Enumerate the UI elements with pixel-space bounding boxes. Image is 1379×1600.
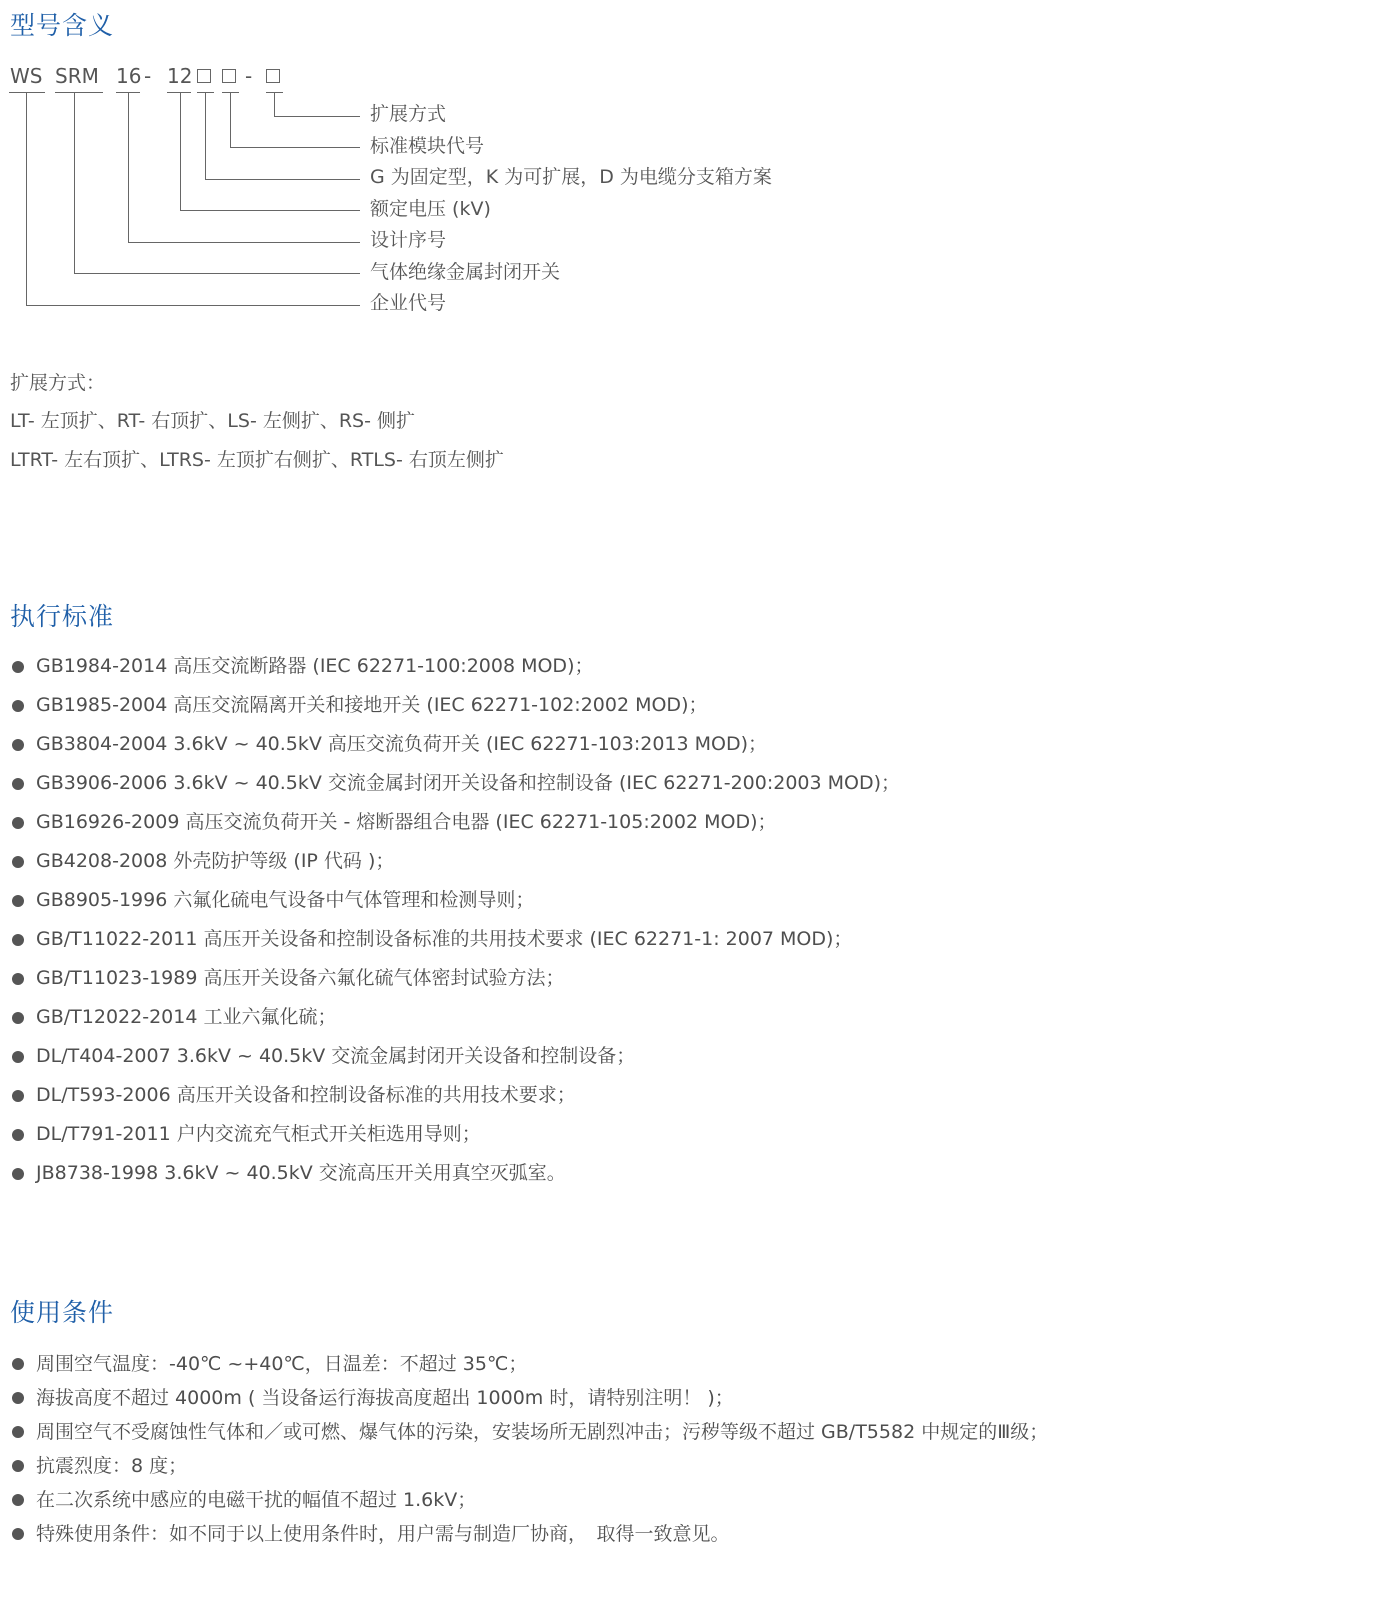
bullet-dot-icon [12,739,24,751]
condition-item [12,1483,1048,1517]
bullet-dot-icon [12,934,24,946]
meaning-label: 设计序号 [370,229,447,251]
meaning-label: 企业代号 [370,292,447,314]
standard-item [12,881,900,920]
condition-item [12,1517,1048,1551]
condition-item-text: 特殊使用条件：如不同于以上使用条件时，用户需与制造厂协商， 取得一致意见。 [36,1523,730,1545]
condition-item-text: 周围空气温度：-40℃ ~+40℃，日温差：不超过 35℃； [36,1353,528,1375]
bullet-dot-icon [12,1426,24,1438]
standard-item-text: JB8738-1998 3.6kV ~ 40.5kV 交流高压开关用真空灭弧室。 [36,1162,566,1184]
standard-item-text: GB16926-2009 高压交流负荷开关 - 熔断器组合电器 (IEC 62271-105:2002 MOD)； [36,811,777,833]
code-segment-srm: SRM [55,64,99,88]
standard-item-text: GB/T12022-2014 工业六氟化硫； [36,1006,337,1028]
bullet-dot-icon [12,1358,24,1370]
standard-item-text: GB8905-1996 六氟化硫电气设备中气体管理和检测导则； [36,889,535,911]
code-underline [9,92,45,93]
standard-item [12,725,900,764]
meaning-label: G 为固定型，K 为可扩展，D 为电缆分支箱方案 [370,166,772,188]
leader-line [180,92,181,210]
conditions-section-title: 使用条件 [10,1298,115,1327]
condition-item-text: 抗震烈度：8 度； [36,1455,188,1477]
expansion-line: LT- 左顶扩、RT- 右顶扩、LS- 左侧扩、RS- 侧扩 [10,410,416,432]
code-placeholder-box [222,69,236,83]
bullet-dot-icon [12,661,24,673]
code-underline [167,92,191,93]
bullet-dot-icon [12,1090,24,1102]
meaning-label: 气体绝缘金属封闭开关 [370,261,561,283]
condition-item-text: 海拔高度不超过 4000m ( 当设备运行海拔高度超出 1000m 时，请特别注明！ )； [36,1387,734,1409]
standard-item-text: GB4208-2008 外壳防护等级 (IP 代码 )； [36,850,395,872]
leader-line [26,305,360,306]
code-dash: - [245,64,253,88]
bullet-dot-icon [12,1460,24,1472]
expansion-label: 扩展方式： [10,372,106,394]
leader-line [74,273,360,274]
standard-item [12,647,900,686]
standard-item [12,686,900,725]
standard-item [12,764,900,803]
standard-item-text: GB1984-2014 高压交流断路器 (IEC 62271-100:2008 MOD)； [36,655,594,677]
standard-item [12,1115,900,1154]
standard-item-text: DL/T404-2007 3.6kV ~ 40.5kV 交流金属封闭开关设备和控制设备； [36,1045,636,1067]
meaning-label: 扩展方式 [370,103,447,125]
standard-item [12,920,900,959]
code-segment-ws: WS [10,64,43,88]
code-dash: - [144,64,152,88]
code-placeholder-box [266,69,280,83]
model-section-title: 型号含义 [10,11,115,40]
bullet-dot-icon [12,1012,24,1024]
standard-item-text: DL/T593-2006 高压开关设备和控制设备标准的共用技术要求； [36,1084,576,1106]
condition-item [12,1415,1048,1449]
standards-section-title: 执行标准 [10,602,115,631]
bullet-dot-icon [12,856,24,868]
standard-item [12,959,900,998]
condition-item [12,1347,1048,1381]
expansion-line: LTRT- 左右顶扩、LTRS- 左顶扩右侧扩、RTLS- 右顶左侧扩 [10,449,504,471]
leader-line [180,210,360,211]
leader-line [74,92,75,273]
meaning-label: 额定电压 (kV) [370,198,491,220]
code-underline [55,92,103,93]
standard-item-text: GB1985-2004 高压交流隔离开关和接地开关 (IEC 62271-102:2002 MOD)； [36,694,708,716]
standards-list [12,647,900,1193]
code-placeholder-box [197,69,211,83]
condition-item-text: 在二次系统中感应的电磁干扰的幅值不超过 1.6kV； [36,1489,477,1511]
bullet-dot-icon [12,973,24,985]
standard-item-text: GB/T11023-1989 高压开关设备六氟化硫气体密封试验方法； [36,967,565,989]
standard-item-text: GB/T11022-2011 高压开关设备和控制设备标准的共用技术要求 (IEC 62271-1: 2007 MOD)； [36,928,853,950]
leader-line [230,92,231,147]
leader-line [274,116,360,117]
bullet-dot-icon [12,1129,24,1141]
standard-item [12,1037,900,1076]
leader-line [274,92,275,116]
standard-item-text: GB3804-2004 3.6kV ~ 40.5kV 高压交流负荷开关 (IEC 62271-103:2013 MOD)； [36,733,768,755]
leader-line [128,242,360,243]
bullet-dot-icon [12,1494,24,1506]
standard-item [12,998,900,1037]
condition-item-text: 周围空气不受腐蚀性气体和／或可燃、爆气体的污染，安装场所无剧烈冲击；污秽等级不超过 GB/T5582 中规定的Ⅲ级； [36,1421,1049,1443]
standard-item [12,842,900,881]
bullet-dot-icon [12,895,24,907]
meaning-label: 标准模块代号 [370,135,485,157]
bullet-dot-icon [12,817,24,829]
standard-item [12,803,900,842]
leader-line [128,92,129,242]
conditions-list [12,1347,1048,1551]
leader-line [205,92,206,179]
standard-item-text: GB3906-2006 3.6kV ~ 40.5kV 交流金属封闭开关设备和控制设备 (IEC 62271-200:2003 MOD)； [36,772,901,794]
condition-item [12,1381,1048,1415]
standard-item-text: DL/T791-2011 户内交流充气柜式开关柜选用导则； [36,1123,481,1145]
leader-line [230,147,360,148]
bullet-dot-icon [12,1528,24,1540]
bullet-dot-icon [12,1168,24,1180]
bullet-dot-icon [12,1392,24,1404]
standard-item [12,1154,900,1193]
leader-line [205,179,360,180]
bullet-dot-icon [12,1051,24,1063]
standard-item [12,1076,900,1115]
code-segment-16: 16 [116,64,142,88]
condition-item [12,1449,1048,1483]
code-segment-12: 12 [167,64,193,88]
bullet-dot-icon [12,700,24,712]
leader-line [26,92,27,305]
model-code-diagram [0,0,900,330]
bullet-dot-icon [12,778,24,790]
